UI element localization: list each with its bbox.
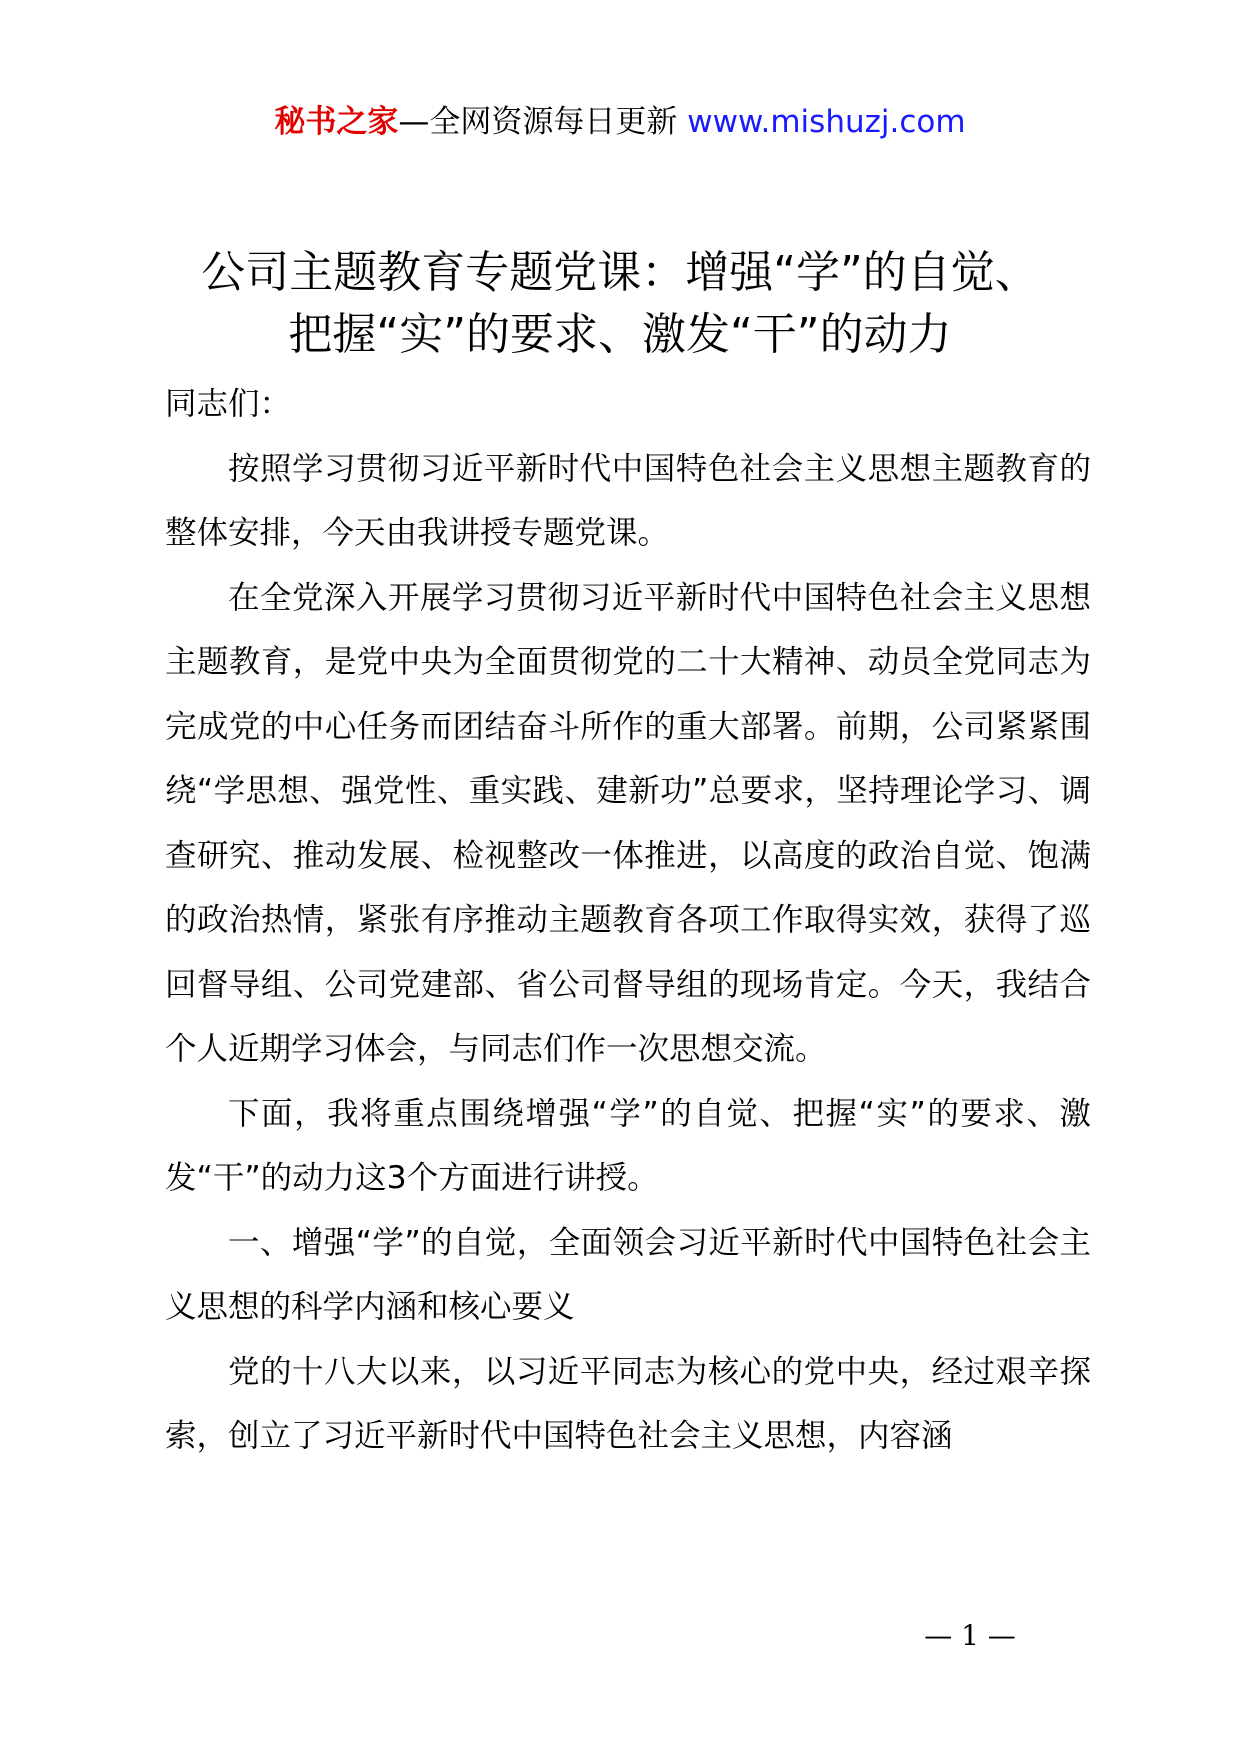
page-number: — 1 — — [924, 1619, 1016, 1652]
body-paragraph: 党的十八大以来，以习近平同志为核心的党中央，经过艰辛探索，创立了习近平新时代中国特色社会主义思想，内容涵 — [165, 1353, 1091, 1454]
document-body — [165, 372, 1091, 1469]
site-banner — [0, 100, 1240, 144]
document-title — [150, 242, 1090, 366]
banner-slogan: —全网资源每日更新 — [398, 104, 688, 140]
document-title-line-2: 把握“实”的要求、激发“干”的动力 — [288, 309, 952, 360]
banner-brand: 秘书之家 — [274, 104, 399, 140]
section-heading: 一、增强“学”的自觉，全面领会习近平新时代中国特色社会主义思想的科学内涵和核心要义 — [165, 1224, 1091, 1325]
document-title-line-1: 公司主题教育专题党课：增强“学”的自觉、 — [201, 247, 1039, 298]
body-paragraph: 下面，我将重点围绕增强“学”的自觉、把握“实”的要求、激发“干”的动力这3个方面进行讲授。 — [165, 1095, 1091, 1196]
body-paragraph: 按照学习贯彻习近平新时代中国特色社会主义思想主题教育的整体安排，今天由我讲授专题党课。 — [165, 450, 1091, 551]
body-paragraph: 在全党深入开展学习贯彻习近平新时代中国特色社会主义思想主题教育，是党中央为全面贯彻党的二十大精神、动员全党同志为完成党的中心任务而团结奋斗所作的重大部署。前期，公司紧紧围绕“学思想、强党性、重实践、建新功”总要求，坚持理论学习、调查研究、推动发展、检视整改一体推进，以高度的政治自觉、饱满的政治热情，紧张有序推动主题教育各项工作取得实效，获得了巡回督导组、公司党建部、省公司督导组的现场肯定。今天，我结合个人近期学习体会，与同志们作一次思想交流。 — [165, 579, 1091, 1067]
salutation: 同志们： — [165, 386, 292, 422]
banner-url-link[interactable]: www.mishuzj.com — [687, 104, 966, 140]
